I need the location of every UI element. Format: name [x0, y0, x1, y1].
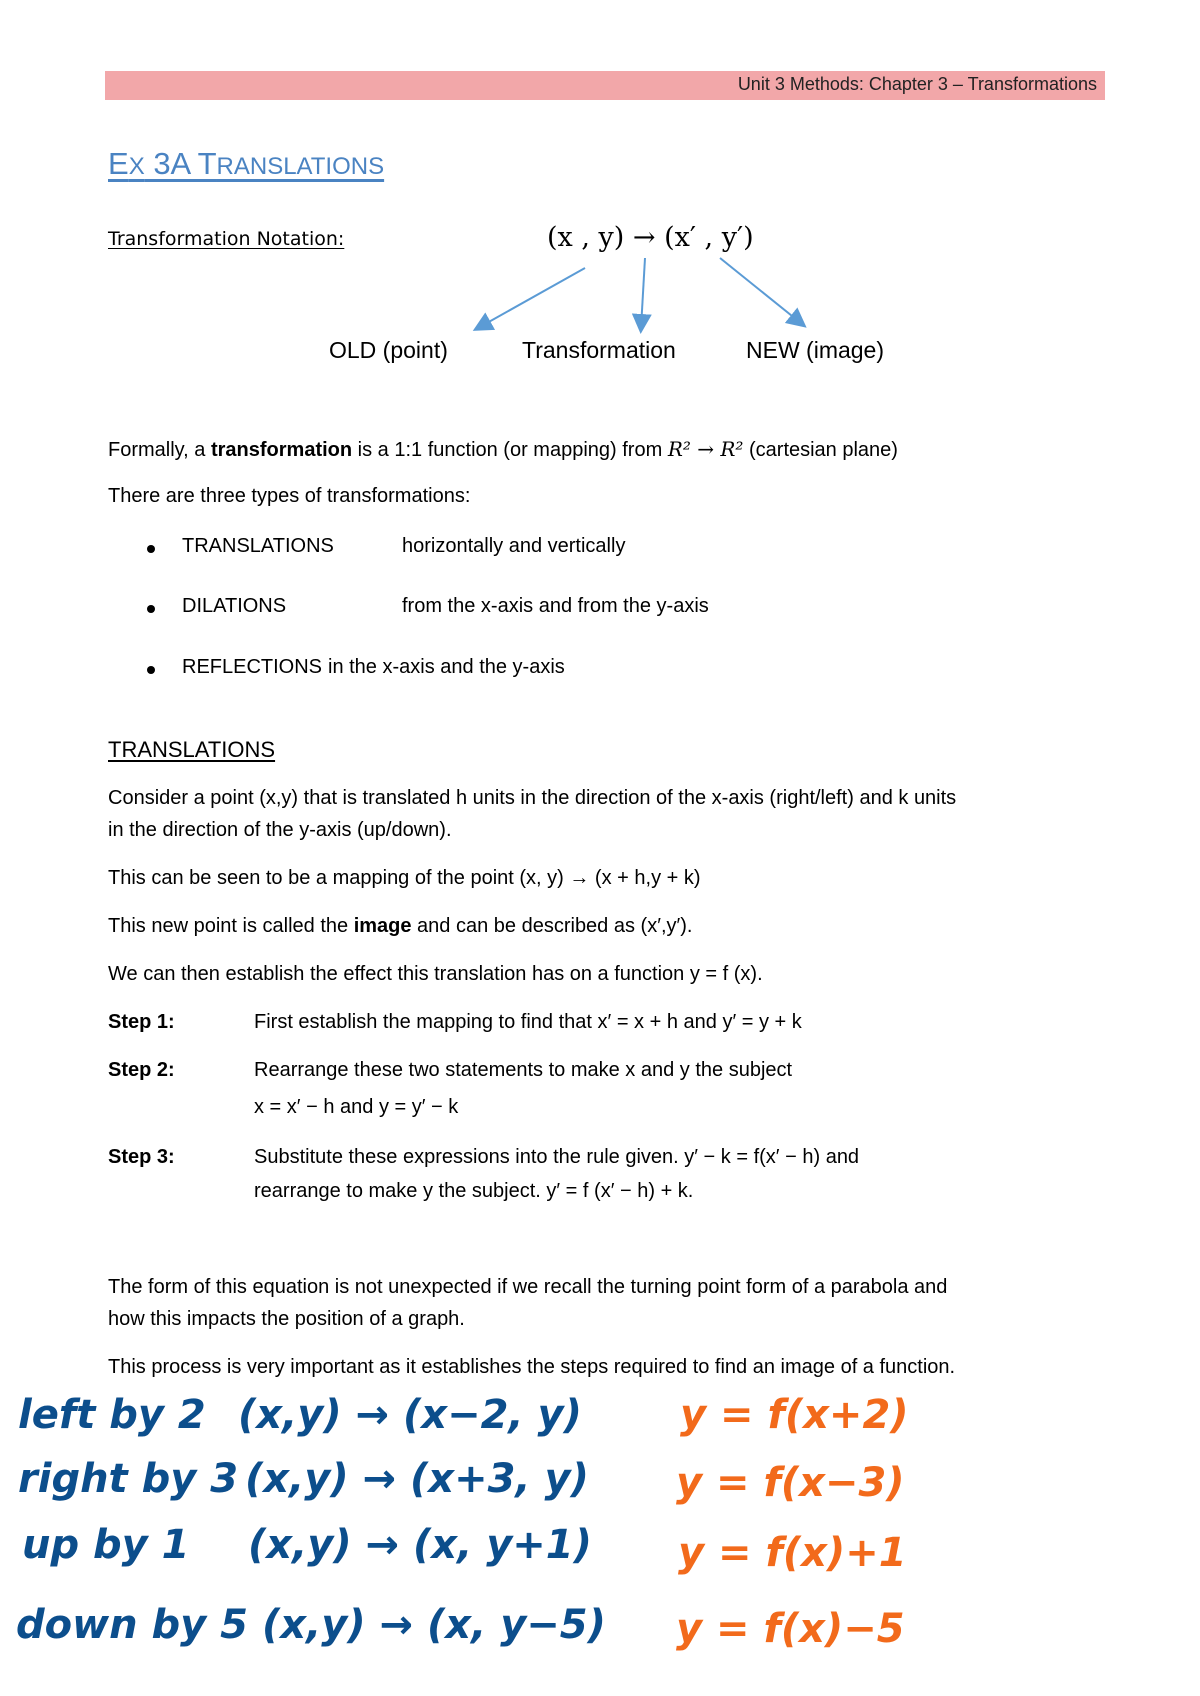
type-name: DILATIONS: [182, 595, 287, 617]
bullet-dot: [147, 605, 155, 613]
step-text: Rearrange these two statements to make x and y the subject: [254, 1059, 793, 1081]
type-desc: horizontally and vertically: [402, 535, 626, 557]
para-line: This can be seen to be a mapping of the point (x, y) → (x + h,y + k): [108, 867, 701, 889]
arrow-old: [478, 268, 585, 328]
handwritten-func: y = f(x−3): [676, 1460, 905, 1506]
text-bold: transformation: [210, 439, 353, 461]
para-line: Consider a point (x,y) that is translated h units in the direction of the x-axis (right/left) and k units: [108, 787, 957, 809]
handwritten-func: y = f(x+2): [680, 1392, 909, 1438]
header-text: Unit 3 Methods: Chapter 3 – Transformations: [737, 74, 1097, 94]
intro-line2: There are three types of transformations:: [108, 485, 471, 507]
conclusion-line: This process is very important as it establishes the steps required to find an image of a function.: [108, 1356, 956, 1378]
title-part: 3A T: [144, 146, 217, 181]
handwritten-desc: right by 3: [18, 1456, 239, 1502]
type-name: REFLECTIONS: [182, 656, 323, 678]
title-part: X: [128, 153, 145, 180]
handwritten-desc: down by 5: [16, 1602, 248, 1648]
step-text: First establish the mapping to find that x′ = x + h and y′ = y + k: [254, 1011, 802, 1033]
handwritten-mapping: (x,y) → (x, y+1): [248, 1522, 592, 1568]
text-span: is a 1:1 function (or mapping) from: [352, 439, 668, 461]
step-label: Step 3:: [108, 1146, 175, 1168]
step-label: Step 2:: [108, 1059, 175, 1081]
step-text: Substitute these expressions into the rule given. y′ − k = f(x′ − h) and: [254, 1146, 860, 1168]
label-new: NEW (image): [746, 337, 885, 363]
intro-line1: [108, 437, 898, 462]
text-span: and can be described as (x′,y′).: [411, 915, 693, 937]
handwritten-mapping: (x,y) → (x−2, y): [238, 1392, 582, 1438]
bullet-dot: [147, 545, 155, 553]
type-desc: from the x-axis and from the y-axis: [402, 595, 709, 617]
label-transformation: Transformation: [522, 337, 676, 363]
arrow-new: [720, 258, 802, 324]
handwritten-mapping: (x,y) → (x, y−5): [262, 1602, 606, 1648]
title-part: RANSLATIONS: [216, 153, 385, 180]
handwritten-desc: left by 2: [18, 1392, 206, 1438]
conclusion-line: The form of this equation is not unexpected if we recall the turning point form of a parabola and: [108, 1276, 948, 1298]
text-span: Formally, a: [108, 439, 211, 461]
step-label: Step 1:: [108, 1011, 175, 1033]
type-name: TRANSLATIONS: [182, 535, 334, 557]
handwritten-func: y = f(x)+1: [678, 1530, 907, 1576]
step-text: x = x′ − h and y = y′ − k: [254, 1096, 459, 1118]
text-span: This new point is called the: [108, 915, 354, 937]
title-part: E: [108, 146, 129, 181]
text-bold: image: [353, 915, 412, 937]
step-text: rearrange to make y the subject. y′ = f (x′ − h) + k.: [254, 1180, 694, 1202]
text-span: (cartesian plane): [743, 439, 898, 461]
conclusion-line: how this impacts the position of a graph.: [108, 1308, 465, 1330]
para-line: [108, 915, 692, 938]
handwritten-mapping: (x,y) → (x+3, y): [245, 1456, 589, 1502]
notation-formula: (x , y) → (x′ , y′): [547, 222, 754, 253]
notation-label: Transformation Notation:: [108, 228, 345, 250]
type-desc: in the x-axis and the y-axis: [328, 656, 565, 678]
handwritten-desc: up by 1: [22, 1522, 190, 1568]
arrow-transform: [641, 258, 645, 328]
handwritten-func: y = f(x)−5: [676, 1606, 905, 1652]
bullet-dot: [147, 666, 155, 674]
notation-arrows: [0, 0, 1200, 380]
para-line: in the direction of the y-axis (up/down).: [108, 819, 452, 841]
math-span: R² → R²: [667, 437, 744, 461]
label-old: OLD (point): [329, 337, 448, 363]
section-heading: TRANSLATIONS: [108, 737, 276, 762]
para-line: We can then establish the effect this translation has on a function y = f (x).: [108, 963, 763, 985]
